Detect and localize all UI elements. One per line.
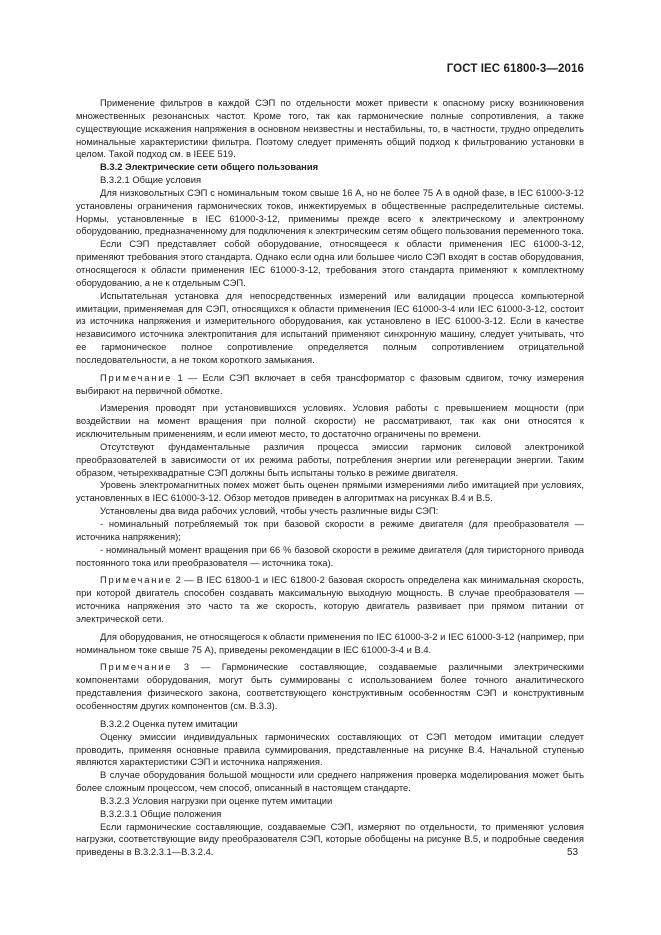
paragraph: Измерения проводят при установившихся условиях. Условия работы с превышением мощности (при воздействии на момент вращения при полной скорости) не рассматривают, так как они относятся к исключительным применениям, и если имеют место, то достаточно ограничены по времени. [76,402,584,440]
paragraph: Если СЭП представляет собой оборудование, относящееся к области применения IEC 61000-3-12, применяют требования этого стандарта. Однако если одна или большее число СЭП входят в состав оборудования, относящегося к области применения IEC 61000-3-12, требования этого стандарта применяют к комплектному оборудованию, а не к отдельным СЭП. [76,238,584,288]
paragraph: Применение фильтров в каждой СЭП по отдельности может привести к опасному риску возникновения множественных резонансных частот. Кроме того, так как гармонические полные сопротивления, а также существующие искажения напряжения в основном неизвестны и нестабильны, то, в частности, трудно определить номинальные характеристики фильтра. Поэтому следует применять общий подход к фильтрованию установки в целом. Такой подход см. в IEEE 519. [76,97,584,160]
paragraph: Уровень электромагнитных помех может быть оценен прямыми измерениями либо имитацией при условиях, установленных в IEC 61000-3-12. Обзор методов приведен в алгоритмах на рисунках В.4 и В.5. [76,479,584,504]
list-item: - номинальный момент вращения при 66 % базовой скорости в режиме двигателя (для тиристорного привода постоянного тока или преобразователя — источника тока). [76,543,584,568]
paragraph: Установлены два вида рабочих условий, чтобы учесть различные виды СЭП: [100,505,439,517]
document-body [76,97,584,859]
paragraph: В случае оборудования большой мощности или среднего напряжения проверка моделирования может быть более сложным процессом, чем способ, описанный в настоящем стандарте. [76,769,584,794]
note-3: Примечание 3 — Гармонические составляющие, создаваемые различными электрическими компонентами оборудования, могут быть суммированы с использованием более точного аналитического представления физического закона, соответствующего конструктивным особенностям СЭП и конструктивным особенностям других компонентов (см. В.3.3). [76,661,584,711]
section-heading: В.3.2 Электрические сети общего пользования [100,161,319,173]
page-header-doc-id: ГОСТ IEC 61800-3—2016 [446,63,584,75]
note-1: Примечание 1 — Если СЭП включает в себя трансформатор с фазовым сдвигом, точку измерения выбирают на первичной обмотке. [76,371,584,396]
page-number: 53 [567,847,579,858]
paragraph: Если гармонические составляющие, создаваемые СЭП, измеряют по отдельности, то применяют условия нагрузки, соответствующие виду преобразователя СЭП, которые обобщены на рисунке В.5, и подробные сведения приведены в В.3.2.3.1—В.3.2.4. [76,820,584,858]
subsection-heading: В.3.2.2 Оценка путем имитации [100,717,238,729]
note-2: Примечание 2 — В IEC 61800-1 и IEC 61800-2 базовая скорость определена как минимальная скорость, при которой двигатель способен создавать максимальную выходную мощность. В случае преобразователя — источника напряжения это часто та же скорость, которую двигатель развивает при прямом питании от электрической сети. [76,574,584,624]
paragraph: Оценку эмиссии индивидуальных гармонических составляющих от СЭП методом имитации следует проводить, применяя основные правила суммирования, представленные на рисунке В.4. Начальной ступенью являются характеристики СЭП и источника напряжения. [76,730,584,768]
paragraph: Испытательная установка для непосредственных измерений или валидации процесса компьютерной имитации, применяемая для СЭП, относящихся к области применения IEC 61000-3-4 или IEC 61000-3-12, состоит из источника напряжения и измерительного оборудования, как установлено в IEC 61000-3-12. Если в качестве независимого источника электропитания для испытаний применяют синхронную машину, следует учитывать, что ее гармоническое полное сопротивление определяется полным сопротивлением отрицательной последовательности, а не током короткого замыкания. [76,289,584,365]
subsection-heading: В.3.2.3.1 Общие положения [100,807,222,819]
paragraph: Отсутствуют фундаментальные различия процесса эмиссии гармоник силовой электроникой преобразователей в зависимости от их режима работы, потребления энергии или регенерации энергии. Таким образом, четырехквадратные СЭП должны быть испытаны только в режиме двигателя. [76,440,584,478]
subsection-heading: В.3.2.1 Общие условия [100,174,202,186]
subsection-heading: В.3.2.3 Условия нагрузки при оценке путем имитации [100,794,333,806]
paragraph: Для низковольтных СЭП с номинальным током свыше 16 А, но не более 75 А в одной фазе, в IEC 61000-3-12 установлены ограничения гармонических токов, инжектируемых в общественные распределительные системы. Нормы, установленные в IEC 61000-3-12, применимы прежде всего к электрическому и электронному оборудованию, предназначенному для подключения к электрическим сетям общего пользования переменного тока. [76,186,584,237]
list-item: - номинальный потребляемый ток при базовой скорости в режиме двигателя (для преобразователя — источника напряжения); [76,518,584,542]
paragraph: Для оборудования, не относящегося к области применения по IEC 61000-3-2 и IEC 61000-3-12 (например, при номинальном токе свыше 75 А), приведены рекомендации в IEC 61000-3-4 и В.4. [76,630,584,655]
